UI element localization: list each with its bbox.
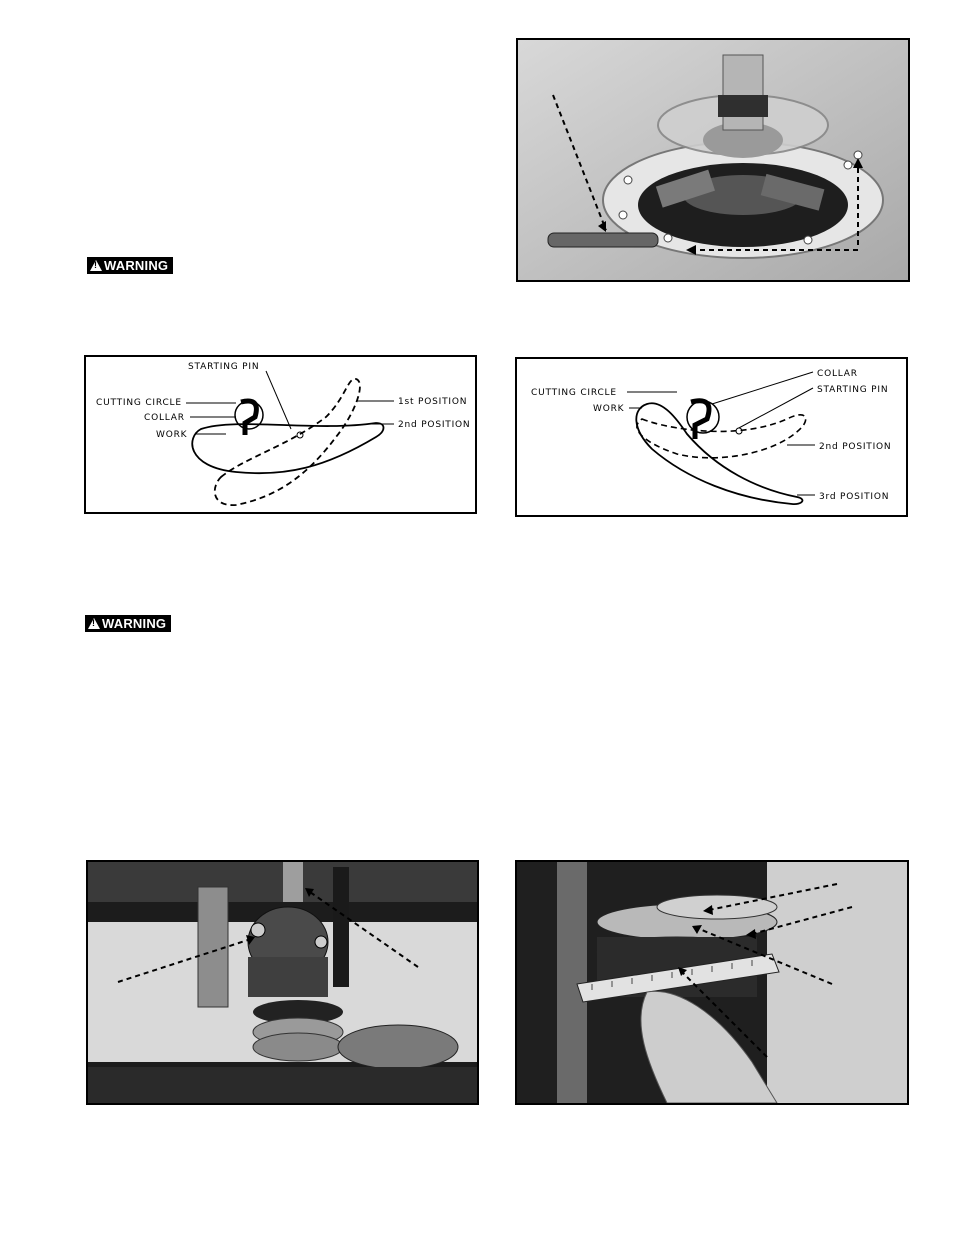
figure-cutting-right xyxy=(515,357,908,517)
label-starting-pin: STARTING PIN xyxy=(817,385,889,395)
warning-triangle-icon xyxy=(88,618,100,629)
photo-measuring-ruler xyxy=(515,860,909,1105)
label-starting-pin: STARTING PIN xyxy=(188,362,260,372)
label-2nd-position: 2nd POSITION xyxy=(819,442,892,452)
label-collar: COLLAR xyxy=(144,413,185,423)
photo-table-insert xyxy=(516,38,910,282)
label-2nd-position: 2nd POSITION xyxy=(398,420,471,430)
label-cutting-circle: CUTTING CIRCLE xyxy=(531,388,617,398)
label-3rd-position: 3rd POSITION xyxy=(819,492,890,502)
label-1st-position: 1st POSITION xyxy=(398,397,468,407)
label-work: WORK xyxy=(156,430,188,440)
figure-cutting-left xyxy=(84,355,477,514)
label-work: WORK xyxy=(593,404,625,414)
photo-spindle-housing xyxy=(86,860,479,1105)
warning-badge: !WARNING xyxy=(87,257,173,274)
warning-badge: !WARNING xyxy=(85,615,171,632)
label-cutting-circle: CUTTING CIRCLE xyxy=(96,398,182,408)
warning-triangle-icon xyxy=(90,260,102,271)
label-collar: COLLAR xyxy=(817,369,858,379)
